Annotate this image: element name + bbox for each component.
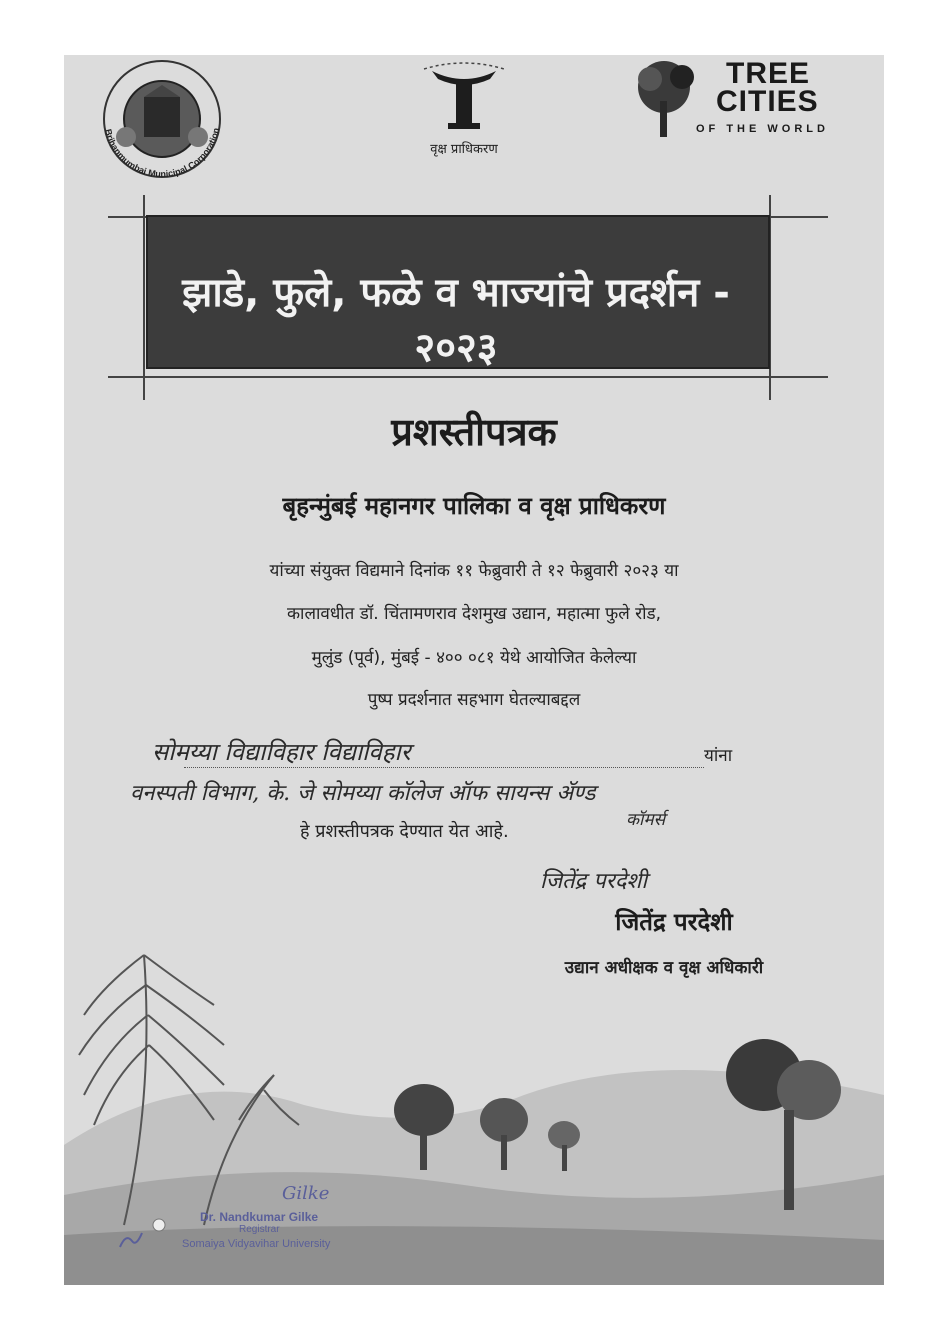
body-line-2: कालावधीत डॉ. चिंतामणराव देशमुख उद्यान, महात्मा फुले रोड, [286,604,662,624]
signatory-name: जितेंद्र परदेशी [615,908,733,936]
recipient-suffix: यांना [704,746,733,766]
organizers-line: बृहन्मुंबई महानगर पालिका व वृक्ष प्राधिकरण [282,492,666,520]
bmc-seal-ring-text: Brihanmumbai Municipal Corporation [102,126,222,180]
certificate-title: प्रशस्तीपत्रक [391,410,557,454]
certificate-sheet [64,55,884,1285]
signatory-designation: उद्यान अधीक्षक व वृक्ष अधिकारी [564,958,764,978]
recipient-dotted-line [184,767,704,768]
issued-line: हे प्रशस्तीपत्रक देण्यात येत आहे. [300,821,509,842]
body-line-3: मुलुंड (पूर्व), मुंबई - ४०० ०८१ येथे आयोजित केलेल्या [311,648,637,668]
registrar-role: Registrar [239,1224,280,1235]
tree-cities-word-cities: CITIES [716,85,819,118]
department-handwritten-continued: कॉमर्स [626,810,666,830]
recipient-handwritten: सोमय्या विद्याविहार विद्याविहार [152,738,411,766]
exhibition-title: झाडे, फुले, फळे व भाज्यांचे प्रदर्शन - २०२३ [182,270,730,371]
bmc-seal-logo [74,57,244,207]
landscape-illustration [64,895,884,1285]
tree-authority-caption: वृक्ष प्राधिकरण [430,142,498,157]
tree-cities-word-tree: TREE [726,57,811,90]
body-line-1: यांच्या संयुक्त विद्यमाने दिनांक ११ फेब्रुवारी ते १२ फेब्रुवारी २०२३ या [269,561,679,581]
body-line-4: पुष्प प्रदर्शनात सहभाग घेतल्याबद्दल [367,690,581,710]
stamp-flourish-icon [118,1229,144,1251]
signatory-signature: जितेंद्र परदेशी [540,869,648,894]
department-handwritten: वनस्पती विभाग, के. जे सोमय्या कॉलेज ऑफ सायन्स ॲण्ड [130,781,596,806]
registrar-university: Somaiya Vidyavihar University [182,1238,331,1250]
registrar-name: Dr. Nandkumar Gilke [200,1210,319,1224]
tree-cities-of-the-world: OF THE WORLD [696,123,829,135]
registrar-signature: Gilke [282,1183,330,1204]
